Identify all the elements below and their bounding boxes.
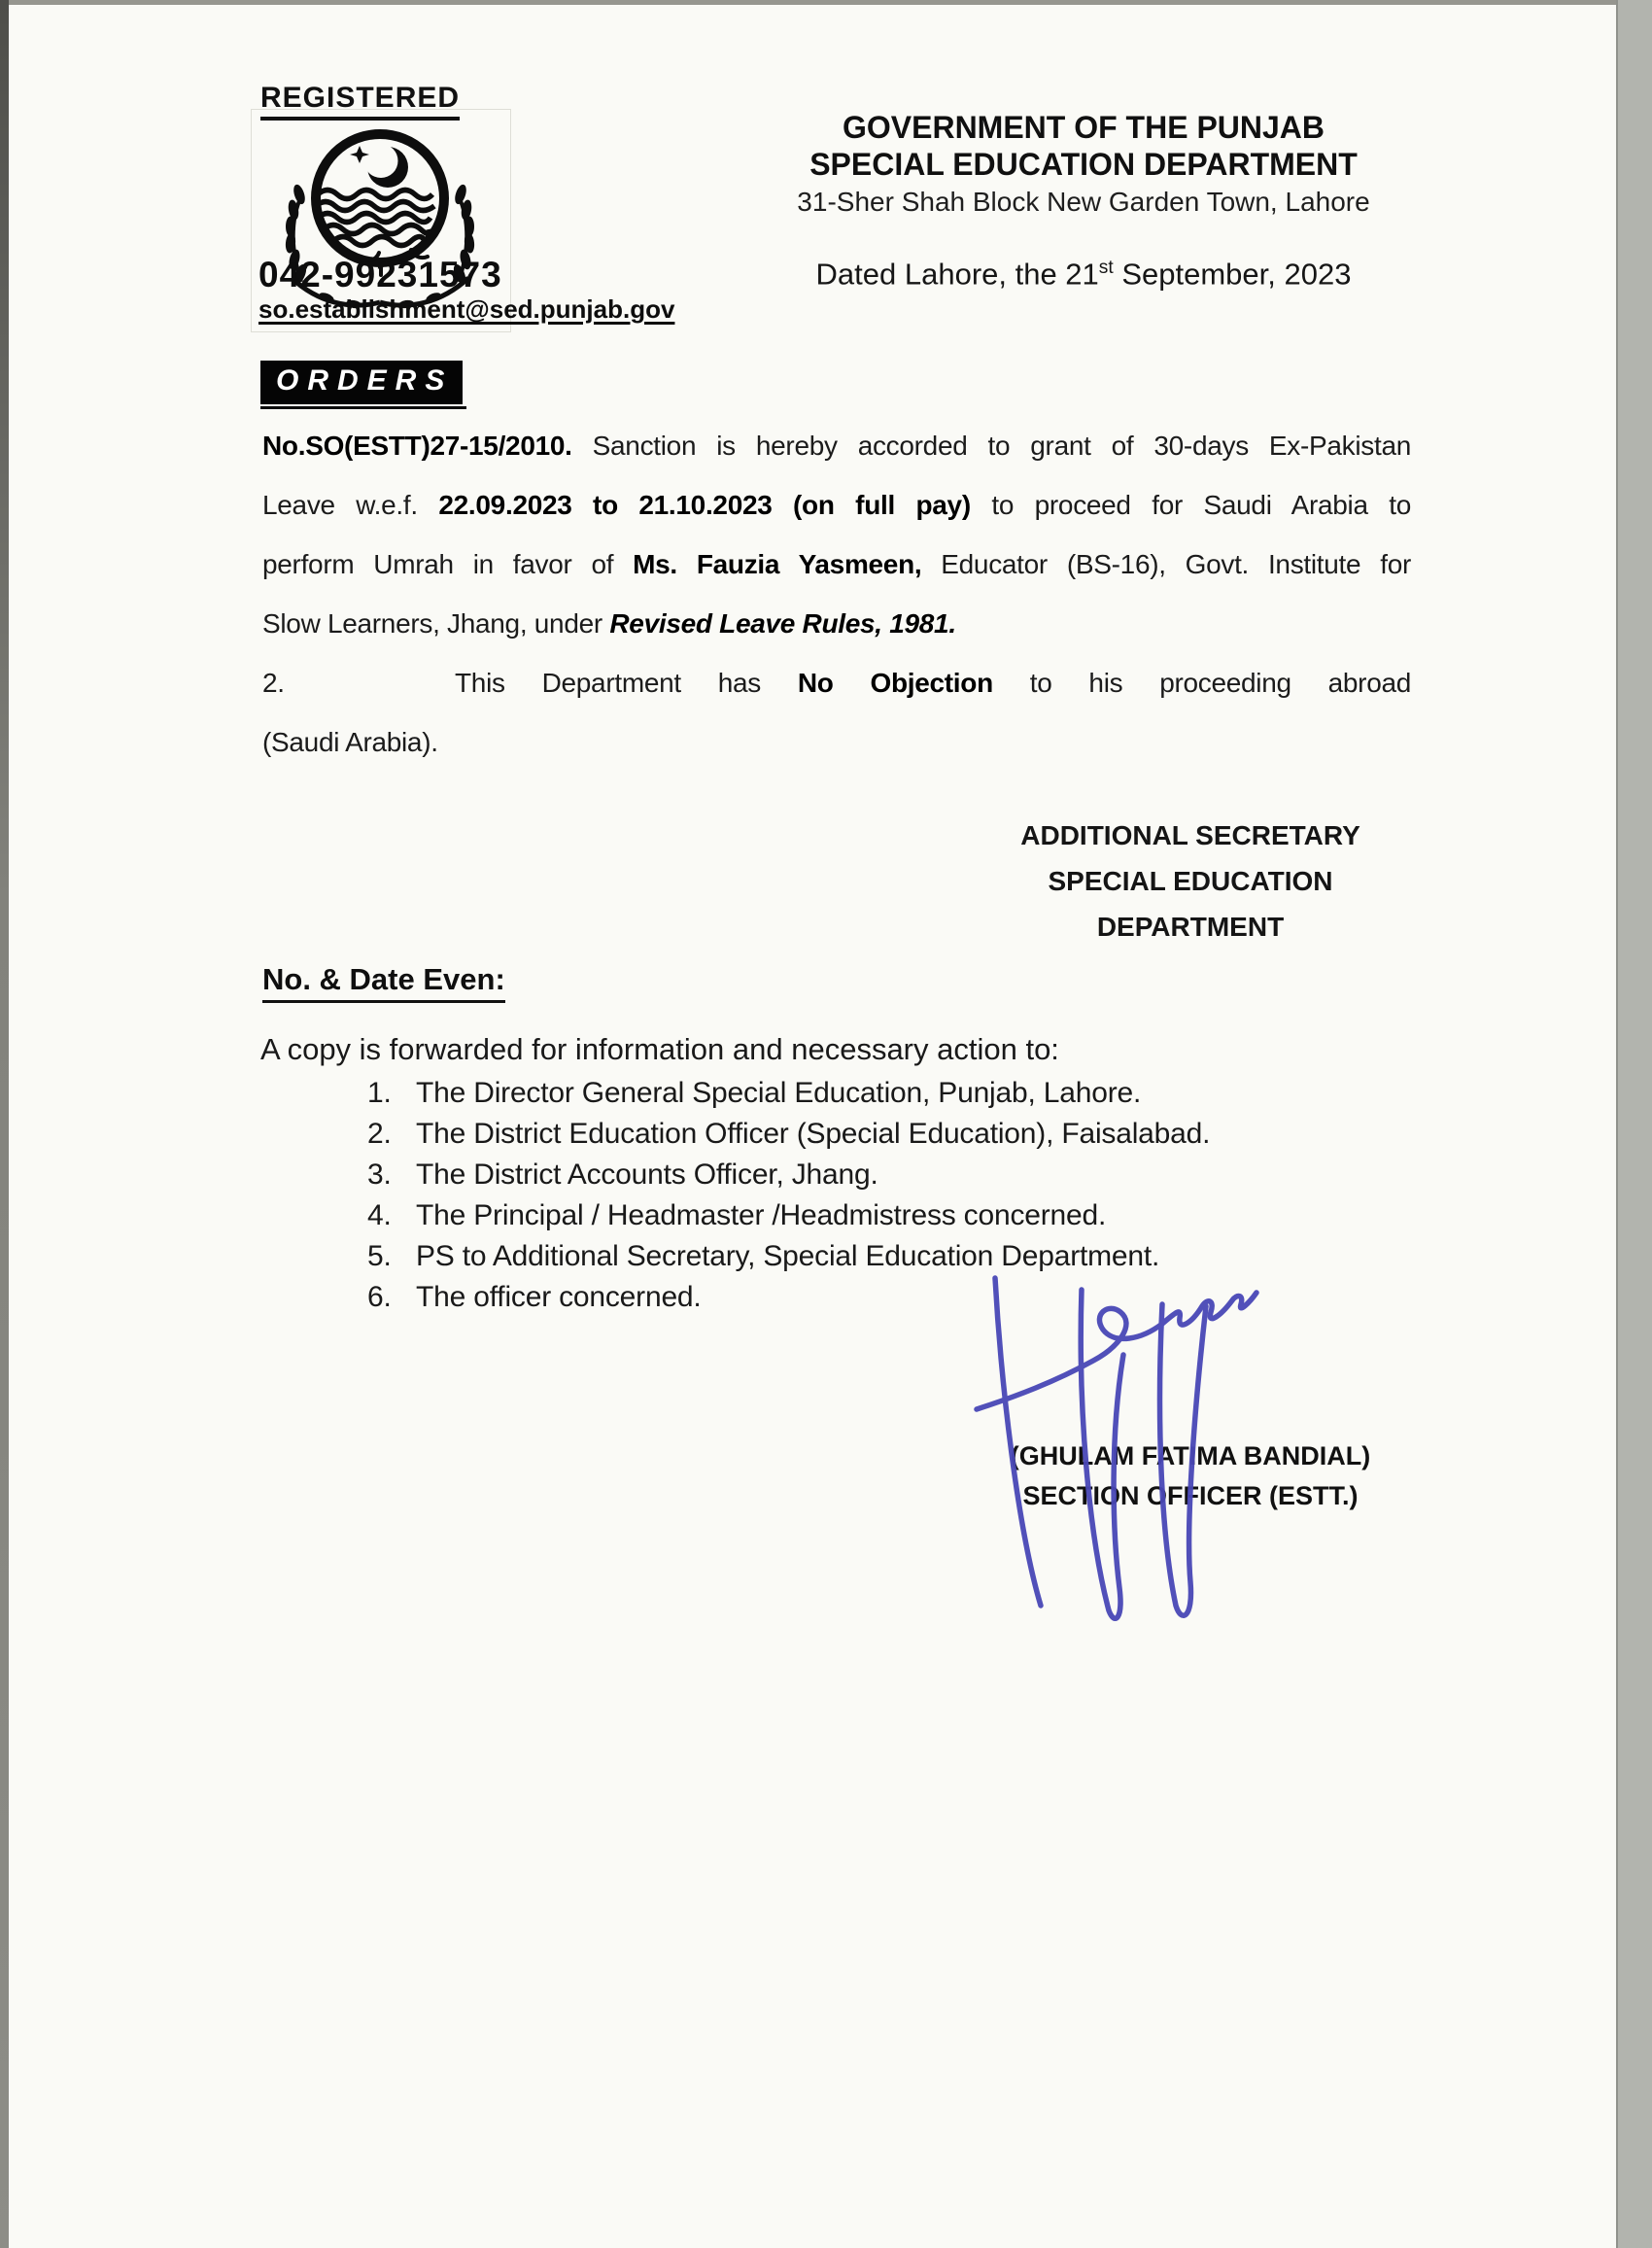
authority-title-line: SPECIAL EDUCATION [1048,866,1333,896]
order-paragraph-line: Leave w.e.f. 22.09.2023 to 21.10.2023 (on full pay) to proceed for Saudi Arabia to [262,490,1411,520]
handwritten-signature [957,1246,1278,1630]
scan-edge-top [0,0,1652,5]
registered-stamp: REGISTERED [260,82,460,121]
email-address: so.establishment@sed.punjab.gov [258,294,675,324]
date-ordinal-suffix: st [1098,258,1114,278]
item-number: 5. [367,1240,392,1272]
item-text: The District Education Officer (Special Education), Faisalabad. [416,1118,1211,1150]
orders-heading: ORDERS [260,361,463,404]
department-title: SPECIAL EDUCATION DEPARTMENT [809,147,1358,182]
no-objection-phrase: No Objection [797,668,993,698]
scan-edge-left [0,0,9,2248]
item-number: 3. [367,1159,392,1191]
item-text: The Director General Special Education, Punjab, Lahore. [416,1077,1142,1109]
letter-date: Dated Lahore, the 21st September, 2023 [815,257,1352,292]
item-text: PS to Additional Secretary, Special Education Department. [416,1240,1160,1272]
distribution-item [367,1195,1388,1236]
number-date-even-label: No. & Date Even: [262,962,505,1003]
authority-title-line: DEPARTMENT [1096,912,1285,942]
distribution-item [367,1155,1388,1195]
reference-number: No.SO(ESTT)27-15/2010. [262,431,572,461]
authority-title-line: ADDITIONAL SECRETARY [1020,820,1360,850]
order-paragraph-line: perform Umrah in favor of Ms. Fauzia Yasmeen, Educator (BS-16), Govt. Institute for [262,549,1411,579]
leave-rules-reference: Revised Leave Rules, 1981. [609,608,956,639]
distribution-item [367,1114,1388,1155]
phone-number: 042-99231573 [258,255,502,294]
government-title: GOVERNMENT OF THE PUNJAB [842,110,1325,145]
order-paragraph-line: No.SO(ESTT)27-15/2010. Sanction is hereby accorded to grant of 30-days Ex-Pakistan [262,431,1411,461]
item-number: 2. [367,1118,392,1150]
distribution-item [367,1073,1388,1114]
copy-forwarded-intro: A copy is forwarded for information and necessary action to: [260,1032,1059,1066]
orders-underline [260,406,466,409]
signatory-name: (GHULAM FATIMA BANDIAL) [1010,1441,1371,1470]
order-paragraph-line: (Saudi Arabia). [262,727,438,757]
paragraph-number: 2. [262,668,285,698]
order-paragraph-line: 2. This Department has No Objection to his proceeding abroad [262,653,1411,712]
signing-authority-block [972,813,1409,950]
leave-dates: 22.09.2023 to 21.10.2023 (on full pay) [438,490,971,520]
department-address: 31-Sher Shah Block New Garden Town, Lahore [797,187,1370,217]
letterhead-block [768,109,1399,292]
item-text: The officer concerned. [416,1281,702,1313]
officer-name: Ms. Fauzia Yasmeen, [633,549,922,579]
item-number: 4. [367,1199,392,1231]
order-body [262,416,1411,772]
item-text: The District Accounts Officer, Jhang. [416,1159,878,1191]
signatory-designation: SECTION OFFICER (ESTT.) [1022,1481,1359,1510]
item-number: 1. [367,1077,392,1109]
order-paragraph-line: Slow Learners, Jhang, under Revised Leave Rules, 1981. [262,608,956,639]
scan-edge-right [1616,0,1652,2248]
item-number: 6. [367,1281,392,1313]
item-text: The Principal / Headmaster /Headmistress concerned. [416,1199,1107,1231]
